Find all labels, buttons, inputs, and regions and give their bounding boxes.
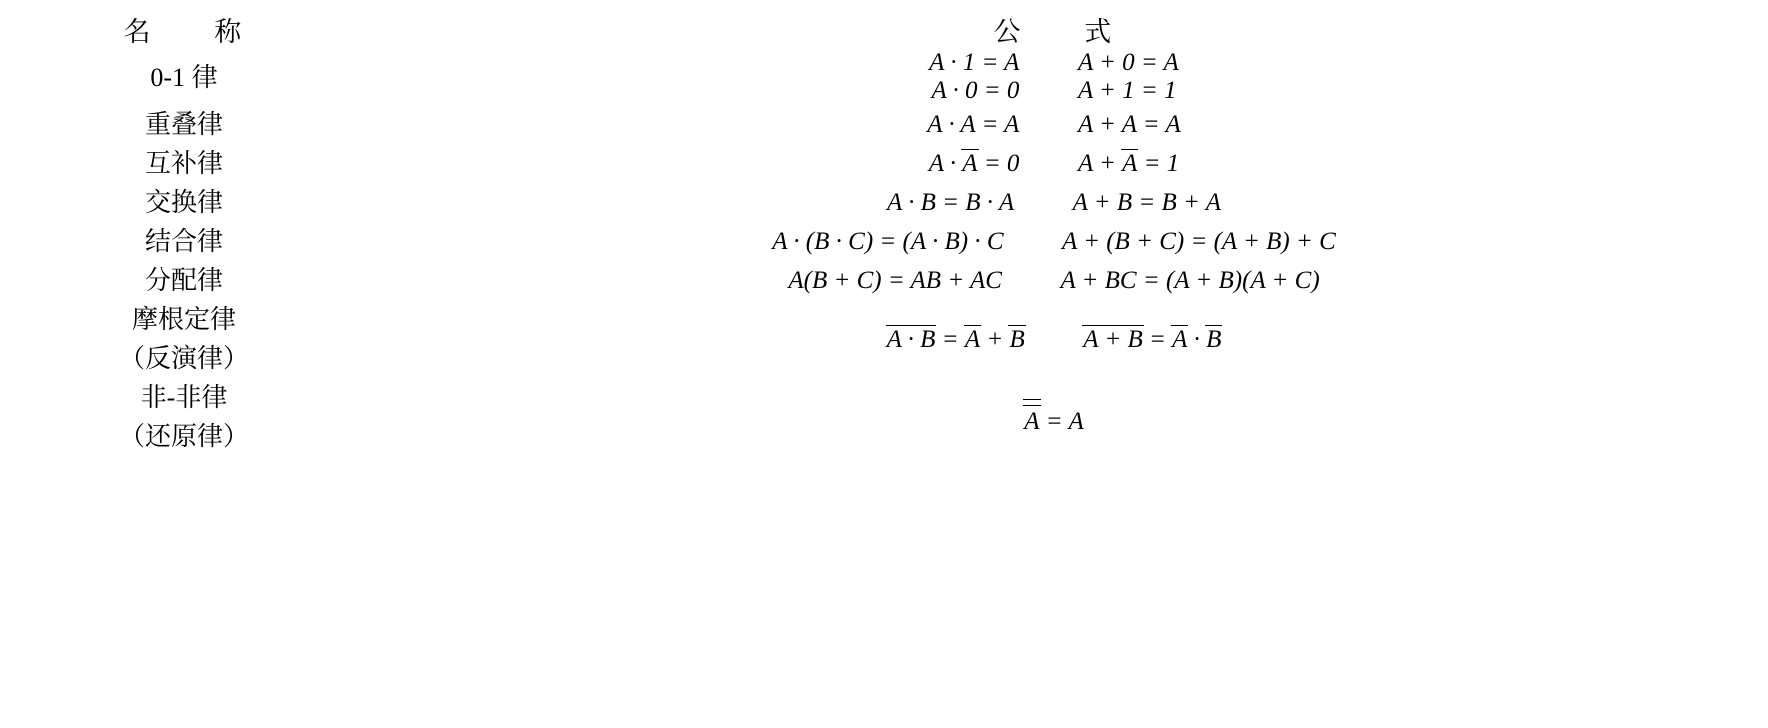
table-row (14, 222, 1754, 261)
formula-left: A · 1 = A (929, 49, 1020, 76)
row-formula-commutative-law (354, 183, 1754, 222)
table-row (14, 183, 1754, 222)
table-row (14, 49, 1754, 77)
row-name-text: 分配律 (144, 266, 223, 295)
header-name-text: 名 称 (123, 17, 245, 47)
table-row (14, 144, 1754, 183)
row-formula-distributive-law (354, 261, 1754, 300)
row-name-text: 交换律 (144, 188, 223, 217)
formula-right: A + 0 = A (1077, 49, 1179, 76)
table-row (14, 378, 1754, 456)
row-formula-de-morgan-law (354, 300, 1754, 378)
row-name-text: 摩根定律 (131, 305, 236, 334)
row-formula-0-1-law-line2 (354, 77, 1754, 105)
header-cell-formula (354, 10, 1754, 49)
row-formula-double-negation-law (354, 378, 1754, 456)
formula-right: A + A = 1 (1077, 150, 1180, 177)
row-name-de-morgan-law (14, 300, 354, 378)
formula-left: A · 0 = 0 (931, 77, 1020, 104)
row-name-idempotent-law (14, 105, 354, 144)
row-formula-idempotent-law (354, 105, 1754, 144)
formula-left: A · (B · C) = (A · B) · C (772, 227, 1004, 255)
formula-left: A · A = A (927, 110, 1020, 138)
row-name-commutative-law (14, 183, 354, 222)
formula-right: A + BC = (A + B)(A + C) (1060, 266, 1320, 294)
formula-left: A = A (1024, 408, 1083, 435)
formula-right: A + B = B + A (1072, 188, 1221, 216)
row-name-text: 0-1 律 (150, 62, 218, 92)
row-name-text-line2: （还原律） (118, 422, 249, 451)
row-name-text: 重叠律 (144, 110, 223, 139)
row-name-distributive-law (14, 261, 354, 300)
formula-left: A · A = 0 (928, 150, 1020, 177)
row-name-associative-law (14, 222, 354, 261)
formula-right: A + A = A (1077, 110, 1181, 138)
table-row (14, 105, 1754, 144)
table-row (14, 261, 1754, 300)
formula-right: A + 1 = 1 (1077, 77, 1177, 104)
row-name-text-line2: （反演律） (118, 344, 249, 373)
formula-right: A + B = A · B (1083, 325, 1222, 353)
row-name-double-negation-law (14, 378, 354, 456)
table-row (14, 300, 1754, 378)
formula-left: A(B + C) = AB + AC (788, 266, 1002, 294)
table-header-row (14, 10, 1754, 49)
row-formula-associative-law (354, 222, 1754, 261)
row-formula-0-1-law-line1 (354, 49, 1754, 77)
formula-right: A + (B + C) = (A + B) + C (1062, 227, 1336, 255)
row-name-text: 结合律 (144, 227, 223, 256)
boolean-algebra-laws-table (14, 10, 1754, 456)
row-name-0-1-law (14, 49, 354, 105)
row-name-complement-law (14, 144, 354, 183)
row-name-text: 互补律 (144, 149, 223, 178)
row-name-text: 非-非律 (140, 383, 228, 412)
formula-left: A · B = A + B (886, 325, 1025, 353)
formula-left: A · B = B · A (887, 188, 1015, 216)
header-cell-name (14, 10, 354, 49)
row-formula-complement-law (354, 144, 1754, 183)
header-formula-text: 公 式 (993, 17, 1115, 47)
